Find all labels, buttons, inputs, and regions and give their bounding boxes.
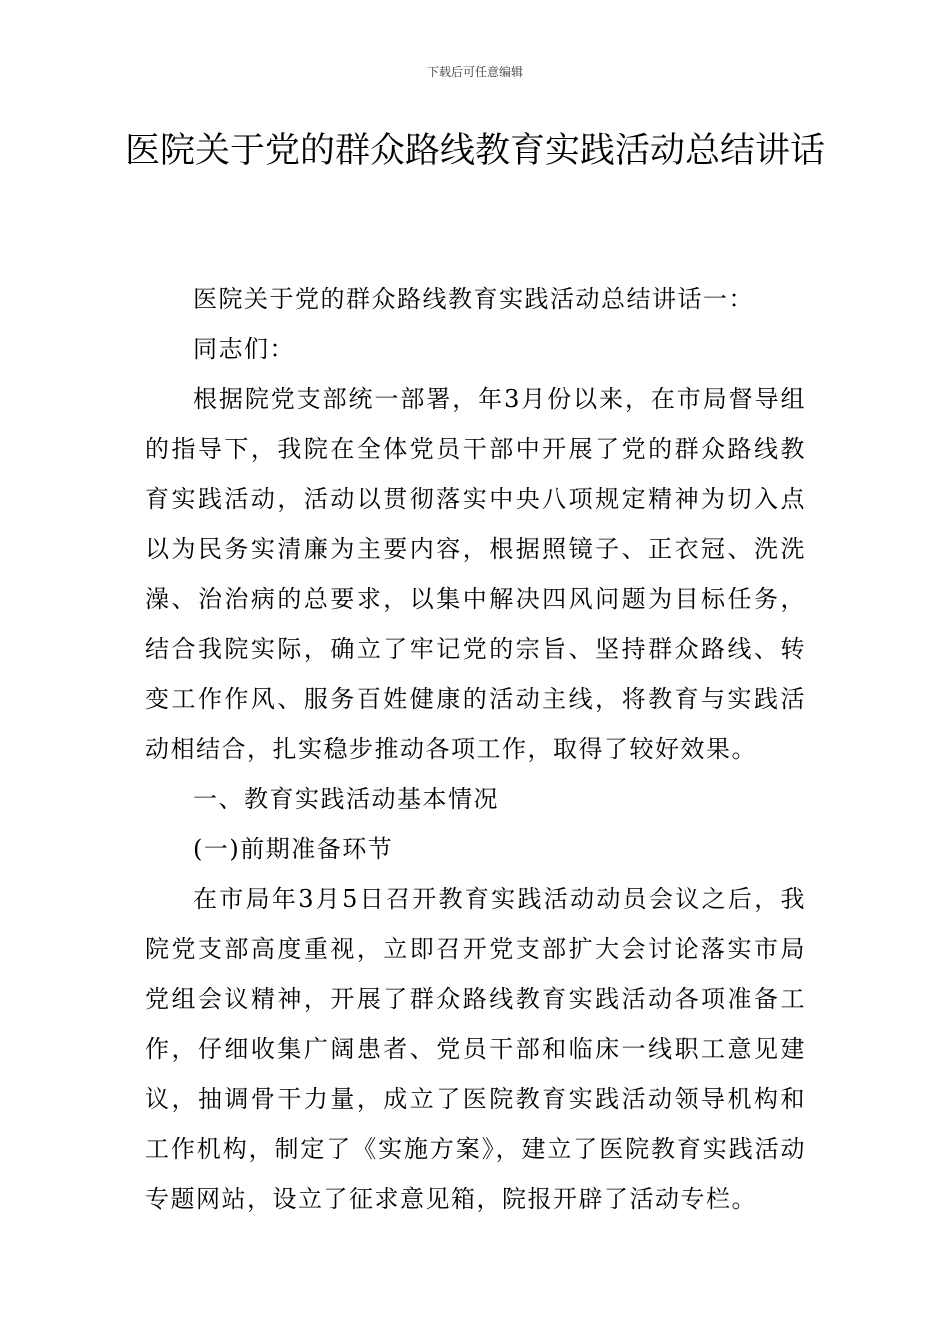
paragraph-salutation: 同志们： bbox=[193, 335, 295, 363]
document-title: 医院关于党的群众路线教育实践活动总结讲话 bbox=[124, 131, 825, 171]
paragraph-preparation: 在市局年3月5日召开教育实践活动动员会议之后，我院党支部高度重视，立即召开党支部扩大会讨论落实市局党组会议精神，开展了群众路线教育实践活动各项准备工作，仔细收集广阔患者、党员干部和临床一线职工意见建议，抽调骨干力量，成立了医院教育实践活动领导机构和工作机构，制定了《实施方案》，建立了医院教育实践活动专题网站，设立了征求意见箱，院报开辟了活动专栏。 bbox=[145, 885, 806, 1213]
section-heading-1: 一、教育实践活动基本情况 bbox=[193, 785, 499, 813]
document-body bbox=[145, 274, 806, 1224]
paragraph-overview: 根据院党支部统一部署，年3月份以来，在市局督导组的指导下，我院在全体党员干部中开展了党的群众路线教育实践活动，活动以贯彻落实中央八项规定精神为切入点以为民务实清廉为主要内容，根据照镜子、正衣冠、洗洗澡、治治病的总要求，以集中解决四风问题为目标任务，结合我院实际，确立了牢记党的宗旨、坚持群众路线、转变工作作风、服务百姓健康的活动主线，将教育与实践活动相结合，扎实稳步推动各项工作，取得了较好效果。 bbox=[145, 385, 806, 763]
paragraph-intro: 医院关于党的群众路线教育实践活动总结讲话一： bbox=[193, 285, 754, 313]
subsection-heading-1: (一)前期准备环节 bbox=[193, 835, 394, 863]
header-note: 下载后可任意编辑 bbox=[426, 65, 523, 79]
